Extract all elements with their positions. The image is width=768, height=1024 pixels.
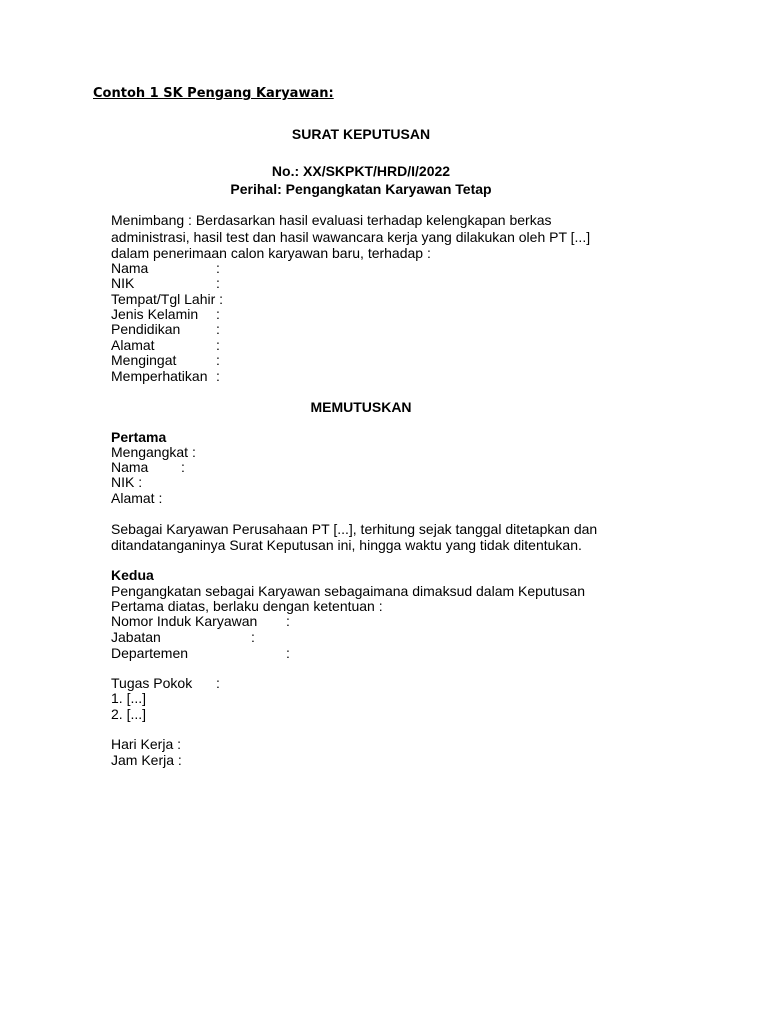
jam-kerja: Jam Kerja :	[111, 752, 182, 768]
field-label-memperhatikan: Memperhatikan	[111, 368, 208, 384]
menimbang-line: dalam penerimaan calon karyawan baru, terhadap :	[111, 245, 431, 261]
field-label-mengingat: Mengingat	[111, 352, 177, 368]
field-colon: :	[216, 352, 220, 368]
kedua-title: Kedua	[111, 567, 154, 583]
memutuskan-heading: MEMUTUSKAN	[310, 399, 412, 415]
tugas-item: 1. [...]	[111, 690, 147, 706]
pertama-nik: NIK :	[111, 474, 143, 490]
kedua-line: Pertama diatas, berlaku dengan ketentuan :	[111, 598, 383, 614]
field-label-nik: NIK	[111, 275, 135, 291]
letter-number: No.: XX/SKPKT/HRD/I/2022	[271, 163, 451, 179]
tugas-item: 2. [...]	[111, 706, 147, 722]
pertama-nama: Nama	[111, 459, 149, 475]
letter-title: SURAT KEPUTUSAN	[291, 126, 431, 142]
kedua-line: Pengangkatan sebagai Karyawan sebagaimana dimaksud dalam Keputusan	[111, 583, 585, 599]
menimbang-line: administrasi, hasil test dan hasil wawancara kerja yang dilakukan oleh PT [...]	[111, 229, 591, 245]
pertama-mengangkat: Mengangkat :	[111, 444, 196, 460]
pertama-title: Pertama	[111, 429, 167, 445]
field-colon: :	[216, 675, 220, 691]
field-label-jenis-kelamin: Jenis Kelamin	[111, 306, 199, 322]
pertama-alamat: Alamat :	[111, 490, 163, 506]
hari-kerja: Hari Kerja :	[111, 736, 182, 752]
field-label-nama: Nama	[111, 260, 149, 276]
field-colon: :	[181, 459, 185, 475]
field-colon: :	[286, 645, 290, 661]
field-label-alamat: Alamat	[111, 337, 155, 353]
field-label-pendidikan: Pendidikan	[111, 321, 181, 337]
field-label-ttl: Tempat/Tgl Lahir :	[111, 291, 224, 307]
menimbang-line: Menimbang : Berdasarkan hasil evaluasi terhadap kelengkapan berkas	[111, 212, 552, 228]
letter-subject: Perihal: Pengangkatan Karyawan Tetap	[230, 181, 492, 197]
field-colon: :	[286, 613, 290, 629]
pertama-line: Sebagai Karyawan Perusahaan PT [...], terhitung sejak tanggal ditetapkan dan	[111, 521, 598, 537]
field-colon: :	[216, 260, 220, 276]
field-colon: :	[251, 629, 255, 645]
field-colon: :	[216, 275, 220, 291]
tugas-pokok-label: Tugas Pokok	[111, 675, 193, 691]
field-label-departemen: Departemen	[111, 645, 189, 661]
field-colon: :	[216, 368, 220, 384]
pertama-line: ditandatanganinya Surat Keputusan ini, hingga waktu yang tidak ditentukan.	[111, 537, 582, 553]
field-colon: :	[216, 321, 220, 337]
field-colon: :	[216, 337, 220, 353]
field-label-nomor-induk: Nomor Induk Karyawan	[111, 613, 258, 629]
field-label-jabatan: Jabatan	[111, 629, 161, 645]
field-colon: :	[216, 306, 220, 322]
document-heading: Contoh 1 SK Pengang Karyawan:	[93, 86, 334, 101]
